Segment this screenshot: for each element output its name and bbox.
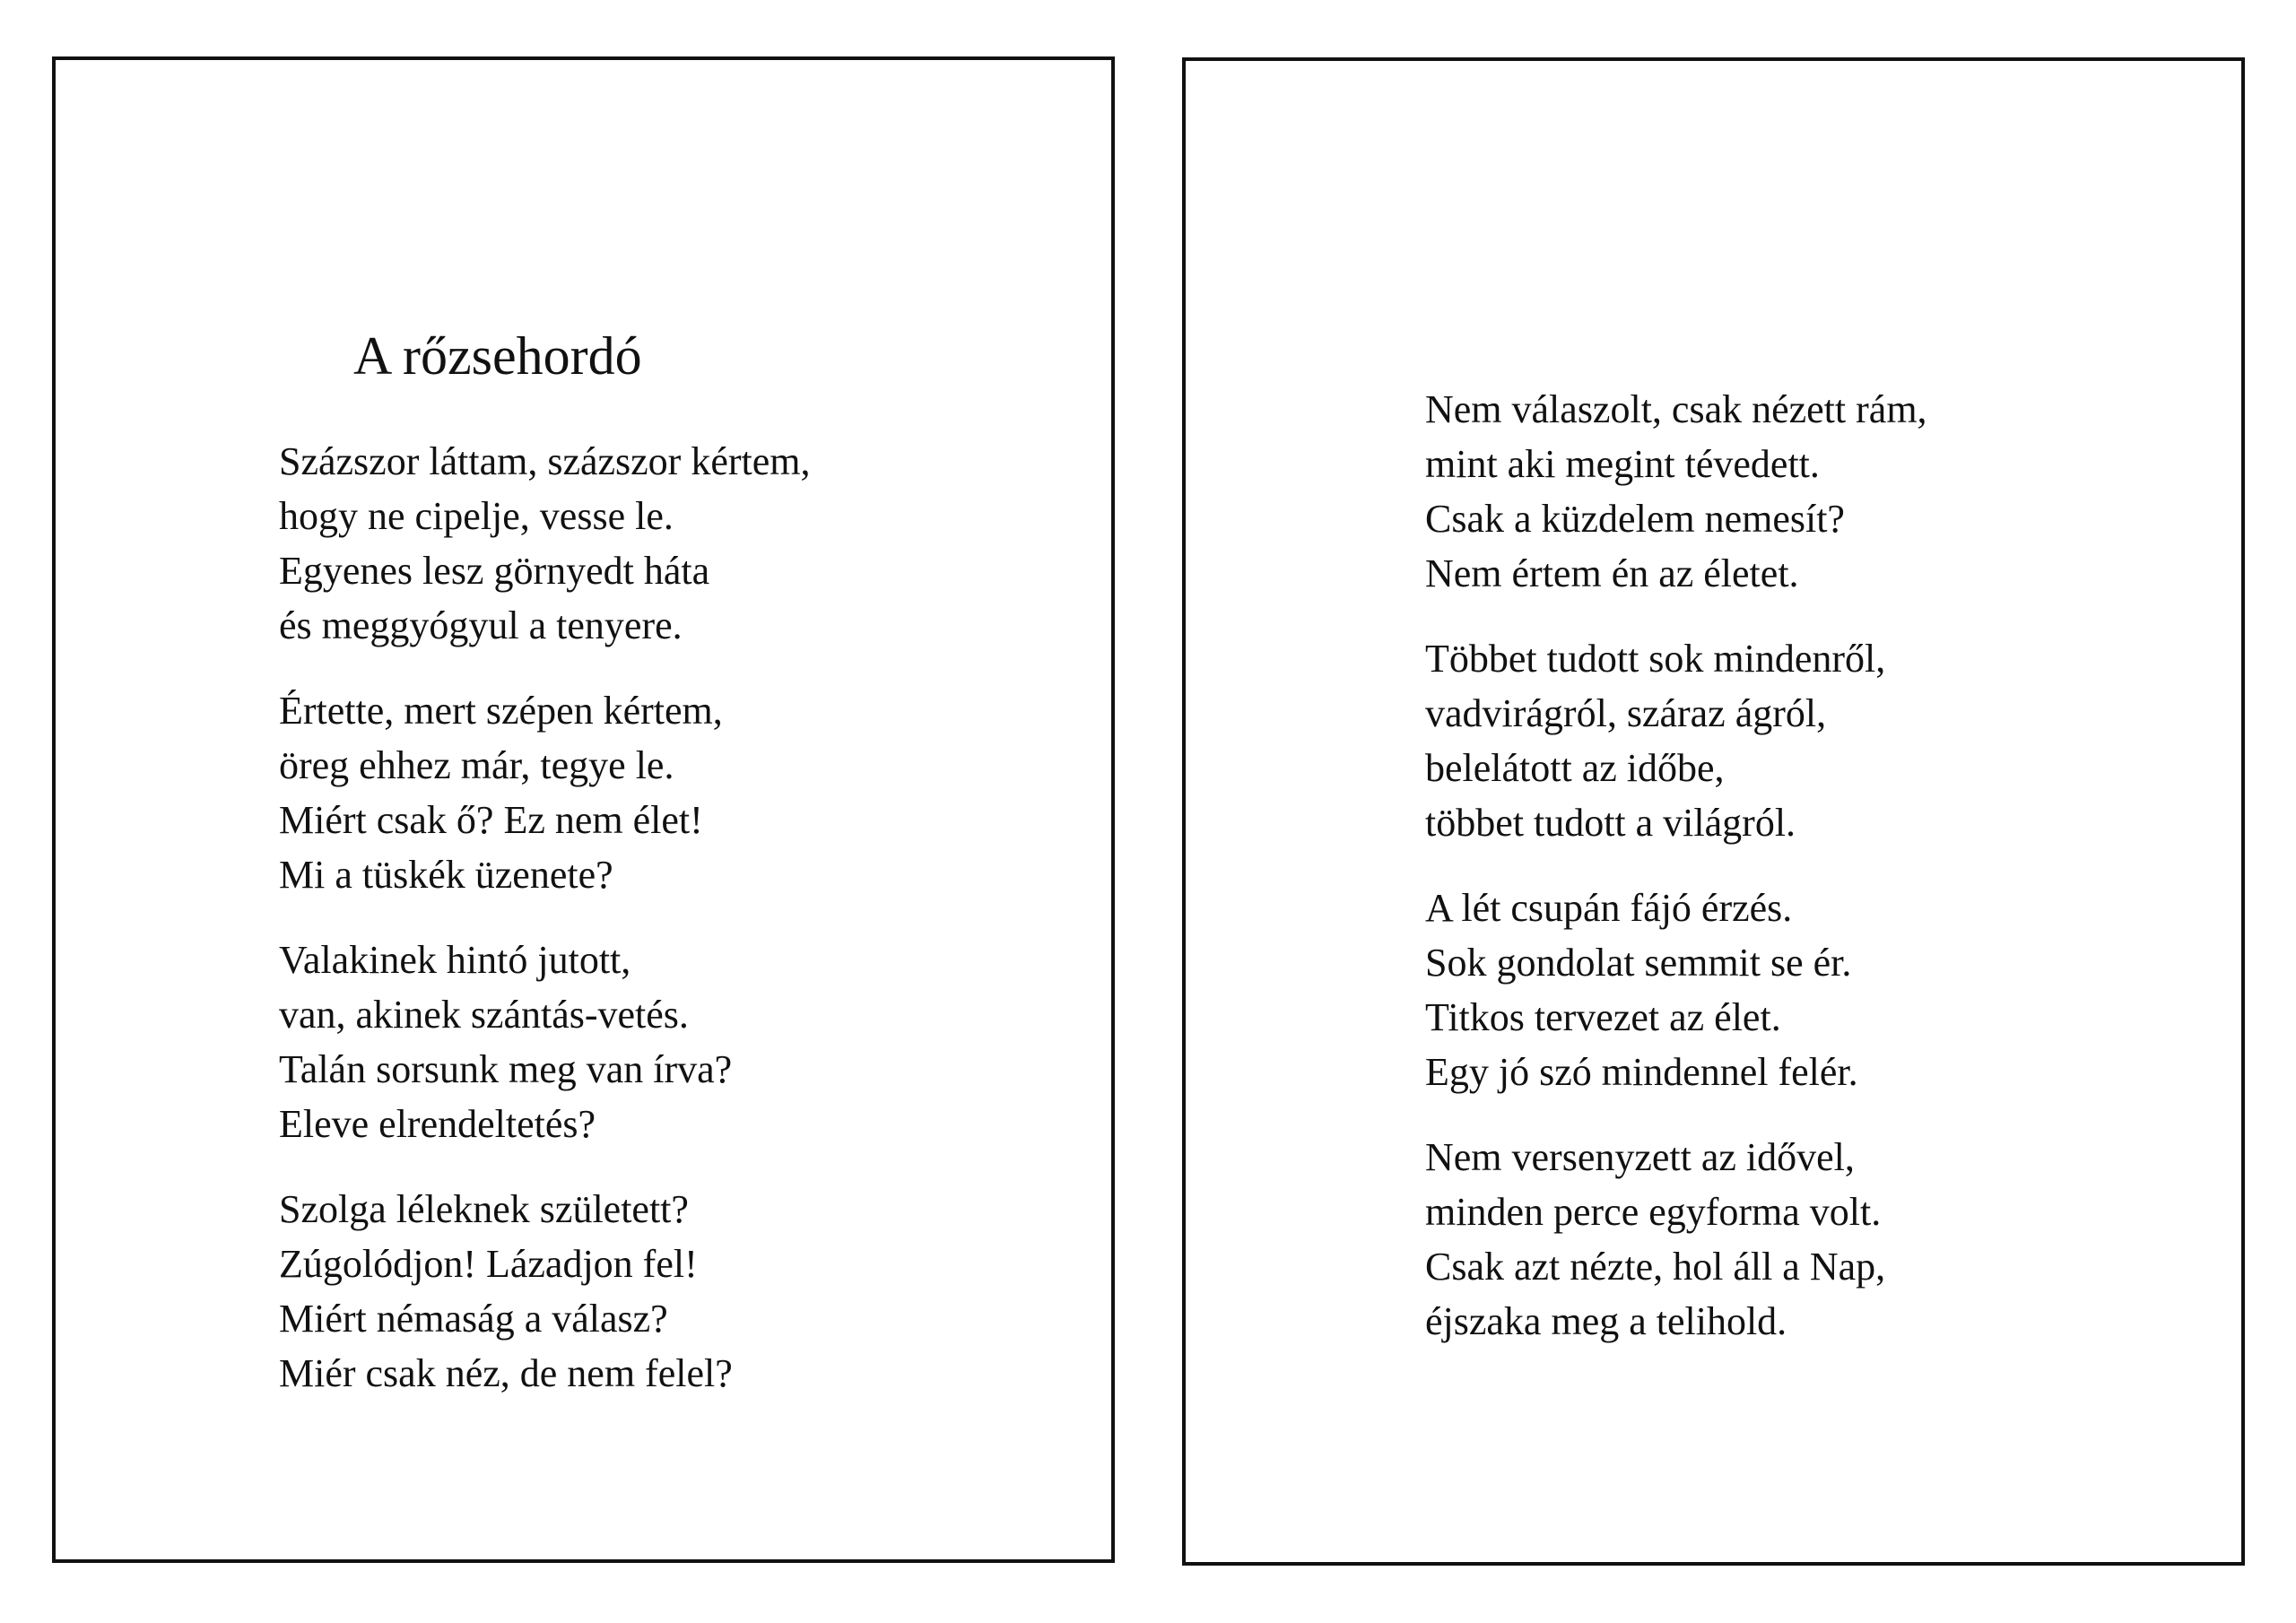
stanza [279,434,1158,653]
stanza [1425,1130,2296,1349]
poem-line: Szolga léleknek született? [279,1187,689,1231]
poem-line: Sok gondolat semmit se ér. [1425,941,1852,985]
stanza [279,1182,1158,1401]
left-page-stanzas [279,434,1158,1431]
poem-line: Valakinek hintó jutott, [279,938,631,982]
right-page [1182,57,2245,1566]
poem-line: Miér csak néz, de nem felel? [279,1351,733,1395]
poem-line: Nem értem én az életet. [1425,551,1799,595]
poem-line: hogy ne cipelje, vesse le. [279,494,674,538]
poem-line: és meggyógyul a tenyere. [279,603,683,647]
left-page [52,56,1115,1563]
poem-line: belelátott az időbe, [1425,746,1725,790]
poem-line: Titkos tervezet az élet. [1425,995,1781,1039]
right-page-stanzas [1425,382,2296,1379]
stanza [1425,382,2296,601]
poem-line: Egyenes lesz görnyedt háta [279,549,710,593]
stanza [279,933,1158,1151]
poem-line: Csak azt nézte, hol áll a Nap, [1425,1245,1886,1289]
poem-line: Értette, mert szépen kértem, [279,689,723,733]
poem-line: mint aki megint tévedett. [1425,442,1820,486]
poem-line: Százszor láttam, százszor kértem, [279,439,811,483]
poem-line: Nem versenyzett az idővel, [1425,1135,1855,1179]
poem-line: Miért csak ő? Ez nem élet! [279,798,703,842]
poem-line: öreg ehhez már, tegye le. [279,743,674,787]
poem-line: Csak a küzdelem nemesít? [1425,497,1845,541]
stanza [1425,631,2296,850]
poem-line: Zúgolódjon! Lázadjon fel! [279,1242,698,1286]
poem-line: minden perce egyforma volt. [1425,1190,1882,1234]
poem-line: többet tudott a világról. [1425,801,1796,845]
poem-line: éjszaka meg a telihold. [1425,1299,1787,1343]
poem-line: van, akinek szántás-vetés. [279,993,689,1037]
stanza [279,683,1158,902]
poem-line: A lét csupán fájó érzés. [1425,886,1793,930]
poem-line: Mi a tüskék üzenete? [279,853,613,897]
poem-line: Nem válaszolt, csak nézett rám, [1425,387,1927,431]
poem-line: Miért némaság a válasz? [279,1297,668,1341]
stanza [1425,881,2296,1099]
poem-line: Eleve elrendeltetés? [279,1102,596,1146]
poem-line: vadvirágról, száraz ágról, [1425,691,1827,735]
poem-line: Többet tudott sok mindenről, [1425,637,1886,681]
poem-line: Talán sorsunk meg van írva? [279,1047,733,1091]
poem-title: A rőzsehordó [353,326,642,386]
poem-line: Egy jó szó mindennel felér. [1425,1050,1858,1094]
